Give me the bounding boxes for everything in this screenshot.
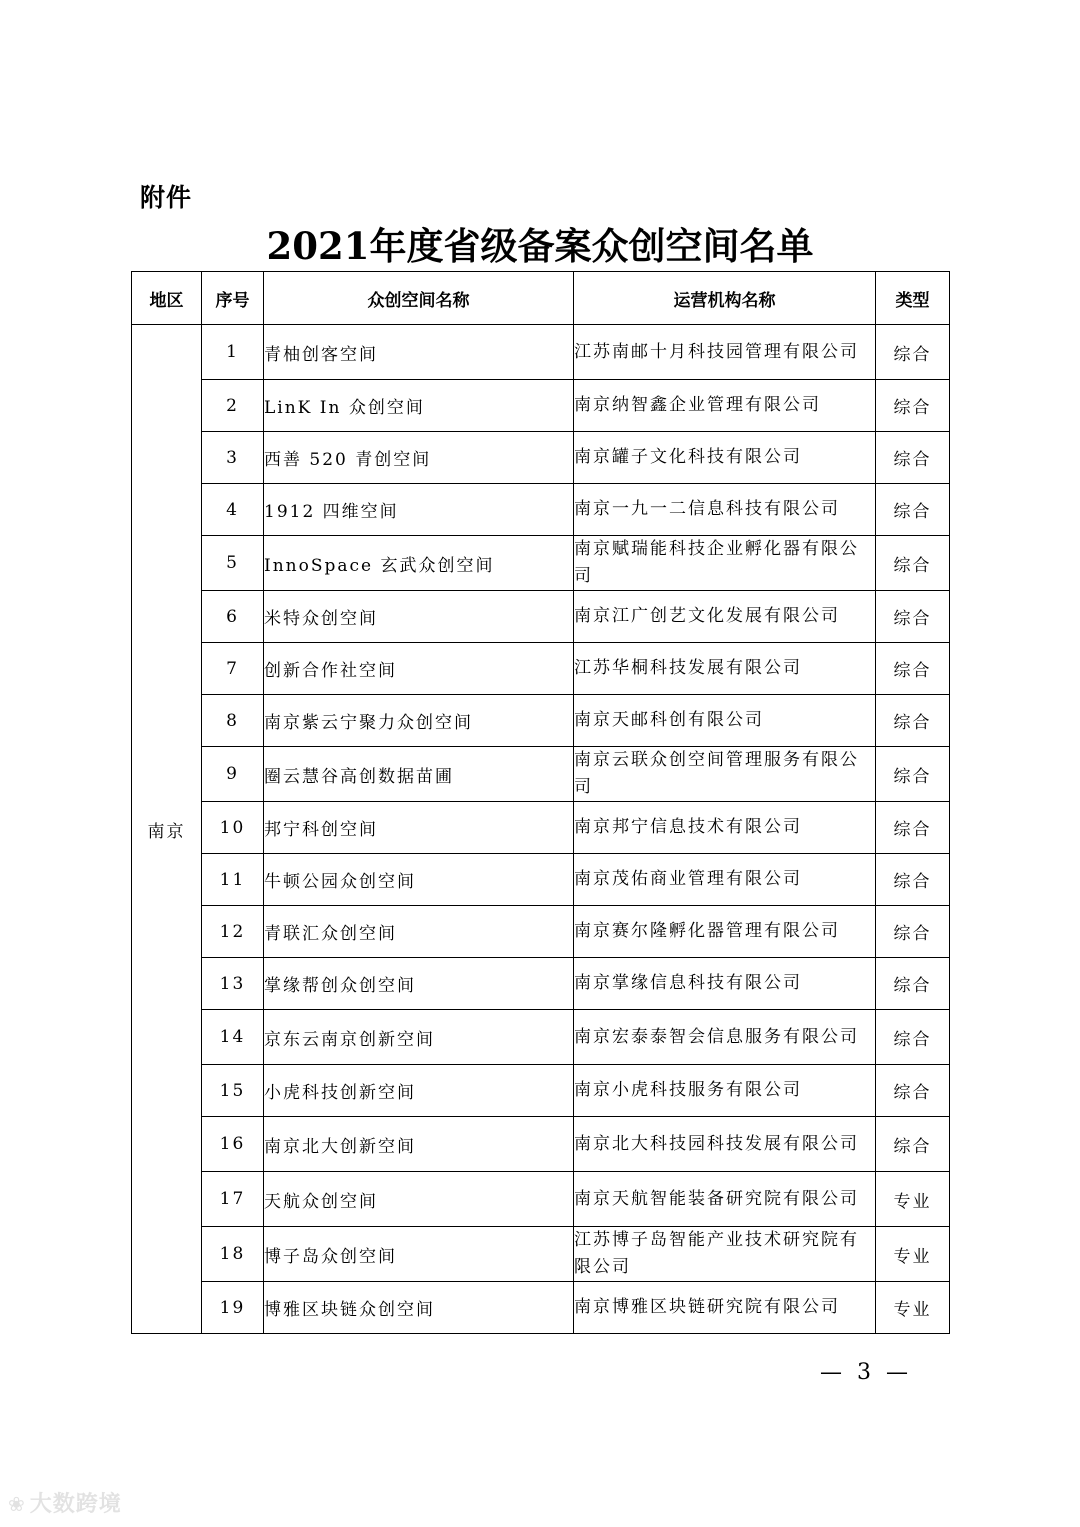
operator-cell: 南京宏泰泰智会信息服务有限公司: [574, 1010, 876, 1065]
table-row: [132, 591, 950, 643]
seq-cell: 16: [202, 1117, 264, 1172]
space-name-cell: 天航众创空间: [264, 1172, 574, 1227]
column-header-type: 类型: [876, 272, 950, 325]
space-name-cell: 南京紫云宁聚力众创空间: [264, 695, 574, 747]
space-name-cell: LinK In 众创空间: [264, 380, 574, 432]
operator-cell: 南京北大科技园科技发展有限公司: [574, 1117, 876, 1172]
space-name-cell: 创新合作社空间: [264, 643, 574, 695]
seq-cell: 7: [202, 643, 264, 695]
type-cell: 专业: [876, 1227, 950, 1282]
seq-cell: 17: [202, 1172, 264, 1227]
space-name-cell: 博雅区块链众创空间: [264, 1282, 574, 1334]
table-row: [132, 432, 950, 484]
table-row: [132, 695, 950, 747]
operator-cell: 南京天邮科创有限公司: [574, 695, 876, 747]
region-cell: 南京: [132, 325, 202, 1334]
seq-cell: 15: [202, 1065, 264, 1117]
type-cell: 综合: [876, 747, 950, 802]
table-row: [132, 747, 950, 802]
seq-cell: 2: [202, 380, 264, 432]
table-row: [132, 802, 950, 854]
operator-cell: 江苏博子岛智能产业技术研究院有限公司: [574, 1227, 876, 1282]
seq-cell: 12: [202, 906, 264, 958]
seq-cell: 19: [202, 1282, 264, 1334]
table-row: [132, 536, 950, 591]
table-row: [132, 906, 950, 958]
type-cell: 专业: [876, 1282, 950, 1334]
operator-cell: 南京博雅区块链研究院有限公司: [574, 1282, 876, 1334]
space-name-cell: 南京北大创新空间: [264, 1117, 574, 1172]
type-cell: 综合: [876, 958, 950, 1010]
seq-cell: 1: [202, 325, 264, 380]
seq-cell: 10: [202, 802, 264, 854]
space-name-cell: 米特众创空间: [264, 591, 574, 643]
table-row: [132, 325, 950, 380]
space-name-cell: 1912 四维空间: [264, 484, 574, 536]
space-name-cell: 圈云慧谷高创数据苗圃: [264, 747, 574, 802]
table-row: [132, 854, 950, 906]
space-name-cell: 青柚创客空间: [264, 325, 574, 380]
operator-cell: 南京掌缘信息科技有限公司: [574, 958, 876, 1010]
type-cell: 综合: [876, 854, 950, 906]
type-cell: 综合: [876, 1117, 950, 1172]
operator-cell: 南京云联众创空间管理服务有限公司: [574, 747, 876, 802]
table-row: [132, 1065, 950, 1117]
space-name-cell: 小虎科技创新空间: [264, 1065, 574, 1117]
operator-cell: 南京茂佑商业管理有限公司: [574, 854, 876, 906]
table-row: [132, 1282, 950, 1334]
type-cell: 综合: [876, 380, 950, 432]
space-name-cell: 牛顿公园众创空间: [264, 854, 574, 906]
type-cell: 综合: [876, 432, 950, 484]
table-row: [132, 1227, 950, 1282]
space-name-cell: 京东云南京创新空间: [264, 1010, 574, 1065]
operator-cell: 南京小虎科技服务有限公司: [574, 1065, 876, 1117]
table-body: [132, 325, 950, 1334]
seq-cell: 18: [202, 1227, 264, 1282]
operator-cell: 南京一九一二信息科技有限公司: [574, 484, 876, 536]
operator-cell: 南京江广创艺文化发展有限公司: [574, 591, 876, 643]
seq-cell: 13: [202, 958, 264, 1010]
space-name-cell: 邦宁科创空间: [264, 802, 574, 854]
type-cell: 综合: [876, 906, 950, 958]
column-header-region: 地区: [132, 272, 202, 325]
space-name-cell: 博子岛众创空间: [264, 1227, 574, 1282]
table-row: [132, 1117, 950, 1172]
table-row: [132, 484, 950, 536]
operator-cell: 南京邦宁信息技术有限公司: [574, 802, 876, 854]
table-row: [132, 1010, 950, 1065]
operator-cell: 南京赛尔隆孵化器管理有限公司: [574, 906, 876, 958]
page-number: — 3 —: [820, 1360, 912, 1385]
watermark: [8, 1487, 122, 1518]
watermark-logo-icon: ❀: [8, 1492, 26, 1516]
type-cell: 专业: [876, 1172, 950, 1227]
space-name-cell: 青联汇众创空间: [264, 906, 574, 958]
seq-cell: 6: [202, 591, 264, 643]
operator-cell: 南京纳智鑫企业管理有限公司: [574, 380, 876, 432]
table-row: [132, 643, 950, 695]
document-title: 2021年度省级备案众创空间名单: [266, 224, 814, 268]
type-cell: 综合: [876, 536, 950, 591]
seq-cell: 9: [202, 747, 264, 802]
space-list-table: [131, 271, 950, 1334]
operator-cell: 江苏南邮十月科技园管理有限公司: [574, 325, 876, 380]
type-cell: 综合: [876, 643, 950, 695]
type-cell: 综合: [876, 591, 950, 643]
operator-cell: 南京赋瑞能科技企业孵化器有限公司: [574, 536, 876, 591]
column-header-space-name: 众创空间名称: [264, 272, 574, 325]
type-cell: 综合: [876, 484, 950, 536]
type-cell: 综合: [876, 1010, 950, 1065]
space-name-cell: InnoSpace 玄武众创空间: [264, 536, 574, 591]
seq-cell: 3: [202, 432, 264, 484]
operator-cell: 南京罐子文化科技有限公司: [574, 432, 876, 484]
attachment-label: 附件: [140, 183, 193, 212]
space-name-cell: 西善 520 青创空间: [264, 432, 574, 484]
seq-cell: 8: [202, 695, 264, 747]
operator-cell: 江苏华桐科技发展有限公司: [574, 643, 876, 695]
type-cell: 综合: [876, 1065, 950, 1117]
watermark-text: 大数跨境: [29, 1492, 122, 1517]
seq-cell: 14: [202, 1010, 264, 1065]
column-header-operator: 运营机构名称: [574, 272, 876, 325]
column-header-seq: 序号: [202, 272, 264, 325]
type-cell: 综合: [876, 325, 950, 380]
type-cell: 综合: [876, 695, 950, 747]
table-header-row: [132, 272, 950, 325]
type-cell: 综合: [876, 802, 950, 854]
seq-cell: 11: [202, 854, 264, 906]
operator-cell: 南京天航智能装备研究院有限公司: [574, 1172, 876, 1227]
space-name-cell: 掌缘帮创众创空间: [264, 958, 574, 1010]
seq-cell: 5: [202, 536, 264, 591]
table-row: [132, 380, 950, 432]
seq-cell: 4: [202, 484, 264, 536]
table-row: [132, 958, 950, 1010]
table-row: [132, 1172, 950, 1227]
